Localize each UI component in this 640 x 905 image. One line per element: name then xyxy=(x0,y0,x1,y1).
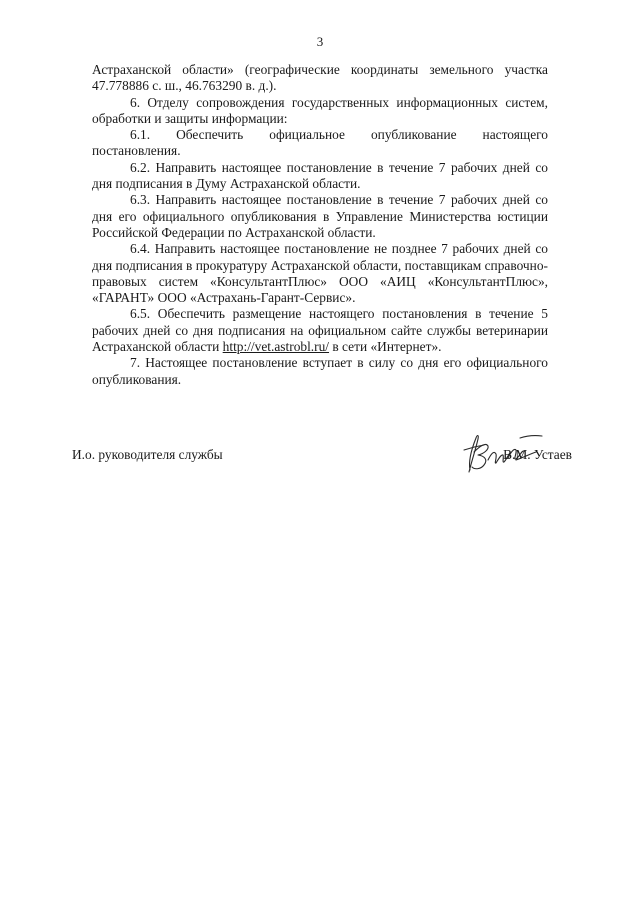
paragraph-item-6-5-text-before: 6.5. Обеспечить размещение настоящего постановления в течение 5 рабочих дней со дня подписания на официальном сайте службы ветеринарии Астраханской области xyxy=(92,306,548,355)
paragraph-item-6-5 xyxy=(92,306,548,355)
website-link[interactable]: http://vet.astrobl.ru/ xyxy=(222,339,330,355)
paragraph-item-6-1: 6.1. Обеспечить официальное опубликование настоящего постановления. xyxy=(92,127,548,159)
paragraph-item-6-2: 6.2. Направить настоящее постановление в течение 7 рабочих дней со дня подписания в Думу Астраханской области. xyxy=(92,159,548,192)
signatory-title: И.о. руководителя службы xyxy=(72,447,223,462)
paragraph-item-7: 7. Настоящее постановление вступает в силу со дня его официального опубликования. xyxy=(92,355,548,387)
paragraph-item-6: 6. Отделу сопровождения государственных информационных систем, обработки и защиты информации: xyxy=(92,94,548,126)
paragraph-item-6-5-text-after: в сети «Интернет». xyxy=(329,339,442,355)
signatory-name: В.М. Устаев xyxy=(503,447,572,462)
paragraph-item-6-3: 6.3. Направить настоящее постановление в течение 7 рабочих дней со дня его официального опубликования в Управление Министерства юстиции Российской Федерации по Астраханской области. xyxy=(92,192,548,240)
page-number: 3 xyxy=(316,34,324,49)
document-body xyxy=(92,62,548,388)
paragraph-continuation: Астраханской области» (географические координаты земельного участка 47.778886 с. ш., 46.763290 в. д.). xyxy=(92,62,548,94)
paragraph-item-6-4: 6.4. Направить настоящее постановление не позднее 7 рабочих дней со дня подписания в прокуратуру Астраханской области, поставщикам справочно-правовых систем «КонсультантПлюс» ООО «АИЦ «КонсультантПлюс», «ГАРАНТ» ООО «Астрахань-Гарант-Сервис». xyxy=(92,241,548,306)
signature-block xyxy=(72,430,572,480)
